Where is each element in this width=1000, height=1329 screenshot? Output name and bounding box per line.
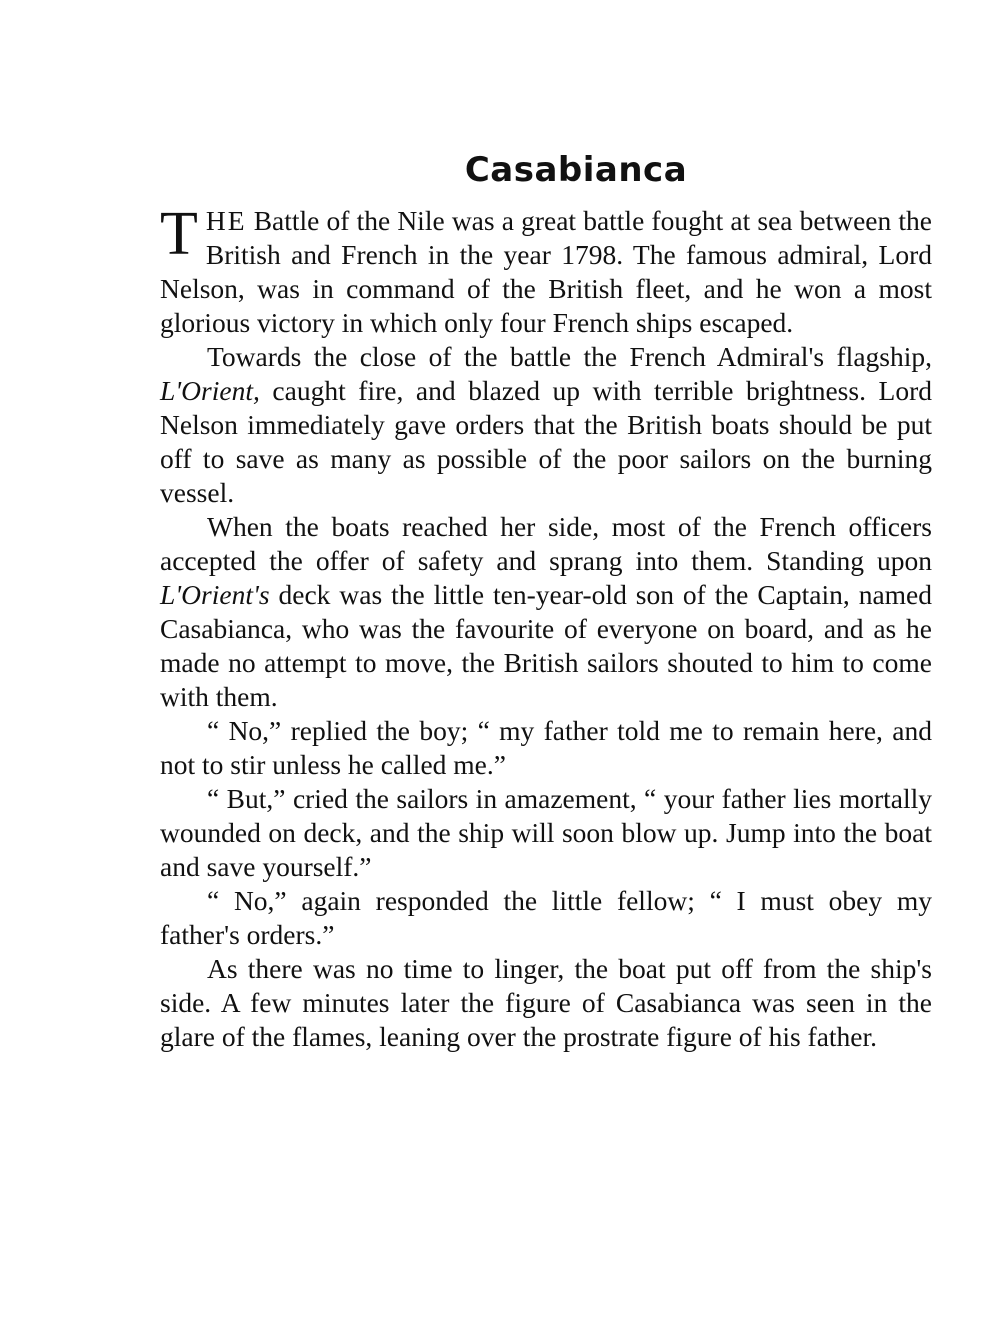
paragraph-4: “ No,” replied the boy; “ my father told me to remain here, and not to stir unless he called me.” (160, 715, 932, 780)
paragraph-6: “ No,” again responded the little fellow; “ I must obey my father's orders.” (160, 885, 932, 950)
story-body (160, 200, 932, 1054)
page-title: Casabianca (464, 150, 688, 190)
paragraph-7: As there was no time to linger, the boat put off from the ship's side. A few minutes later the figure of Casabianca was seen in the glare of the flames, leaning over the prostrate figure of his father. (160, 953, 932, 1052)
paragraph-2-text-a: Towards the close of the battle the French Admiral's flagship, (207, 341, 932, 372)
ship-name-italic: L'Orient, (160, 375, 260, 406)
paragraph-3-text-a: When the boats reached her side, most of the French officers accepted the offer of safety and sprang into them. Standing upon (160, 511, 932, 576)
paragraph-2 (160, 340, 932, 510)
lead-word: HE (205, 205, 247, 236)
paragraph-2-text-b: caught fire, and blazed up with terrible brightness. Lord Nelson immediately gave orders that the British boats should be put off to save as many as possible of the poor sailors on the burning vessel. (160, 375, 932, 508)
paragraph-1 (160, 200, 932, 340)
paragraph-3 (160, 510, 932, 714)
drop-cap: T (160, 200, 198, 268)
ship-name-italic: L'Orient's (160, 579, 270, 610)
page (160, 150, 932, 1054)
paragraph-3-text-b: deck was the little ten-year-old son of the Captain, named Casabianca, who was the favourite of everyone on board, and as he made no attempt to move, the British sailors shouted to him to come with them. (160, 579, 932, 712)
paragraph-1-text: Battle of the Nile was a great battle fought at sea between the British and French in the year 1798. The famous admiral, Lord Nelson, was in command of the British fleet, and he won a most glorious victory in which only four French ships escaped. (160, 205, 932, 338)
paragraph-5: “ But,” cried the sailors in amazement, “ your father lies mortally wounded on deck, and the ship will soon blow up. Jump into the boat and save yourself.” (160, 783, 932, 882)
